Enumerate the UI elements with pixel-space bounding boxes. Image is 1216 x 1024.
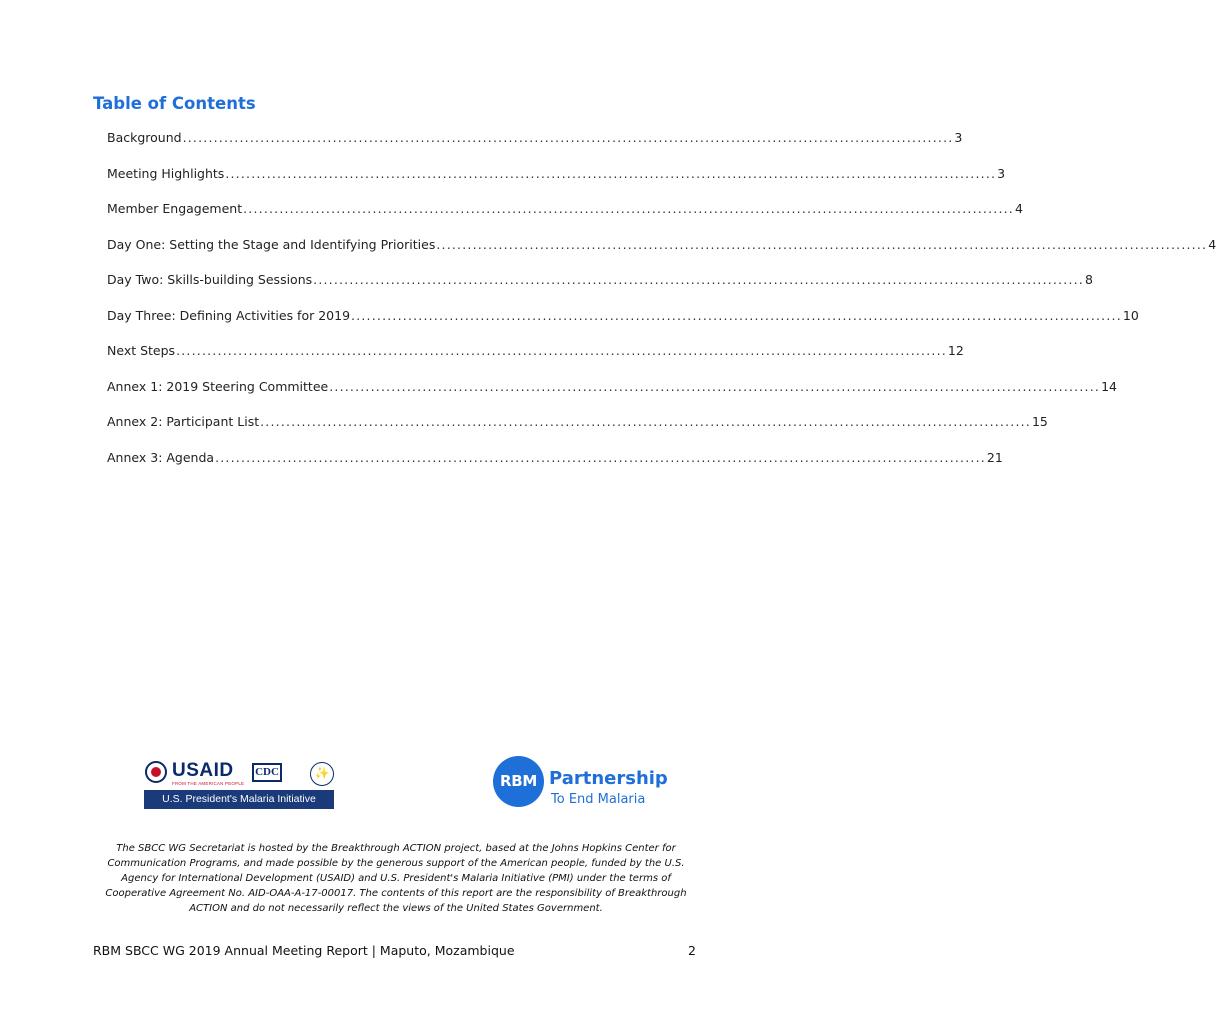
toc-leader: ..................................................................................................................................................... bbox=[225, 165, 997, 181]
toc-entry-page: 8 bbox=[1084, 272, 1093, 287]
toc-entry-title: Day Three: Defining Activities for 2019 bbox=[107, 307, 351, 323]
toc-entry-annex-1[interactable] bbox=[107, 378, 1117, 415]
toc-entry-page: 15 bbox=[1031, 414, 1048, 429]
toc-entry-page: 14 bbox=[1101, 378, 1117, 394]
toc-entry-page: 4 bbox=[1014, 201, 1023, 216]
pmi-banner: U.S. President's Malaria Initiative bbox=[144, 790, 334, 809]
toc-entry-meeting-highlights[interactable] bbox=[107, 165, 1006, 202]
toc-leader: ..................................................................................................................................................... bbox=[215, 449, 986, 465]
toc-leader: ..................................................................................................................................................... bbox=[182, 130, 954, 145]
page-footer-title: RBM SBCC WG 2019 Annual Meeting Report | Maputo, Mozambique bbox=[93, 943, 515, 958]
toc-entry-title: Day Two: Skills-building Sessions bbox=[107, 272, 313, 287]
toc-leader: ..................................................................................................................................................... bbox=[260, 414, 1031, 429]
toc-entry-next-steps[interactable] bbox=[107, 343, 964, 379]
toc-entry-title: Meeting Highlights bbox=[107, 165, 225, 181]
toc-leader: ..................................................................................................................................................... bbox=[176, 343, 947, 358]
toc-entry-annex-2[interactable] bbox=[107, 414, 1048, 450]
rbm-circle-icon: RBM bbox=[493, 756, 544, 807]
usaid-wordmark: USAID bbox=[172, 760, 234, 781]
toc-entry-day-three[interactable] bbox=[107, 307, 1139, 344]
toc-entry-title: Background bbox=[107, 130, 182, 145]
toc-entry-day-two[interactable] bbox=[107, 272, 1093, 308]
toc-leader: ..................................................................................................................................................... bbox=[243, 201, 1014, 216]
rbm-partnership-logo bbox=[493, 756, 673, 812]
toc-entry-annex-3[interactable] bbox=[107, 449, 1003, 486]
toc-entry-background[interactable] bbox=[107, 130, 963, 166]
toc-entry-title: Annex 1: 2019 Steering Committee bbox=[107, 378, 329, 394]
toc-leader: ..................................................................................................................................................... bbox=[351, 307, 1122, 323]
toc-leader: ..................................................................................................................................................... bbox=[313, 272, 1084, 287]
toc-leader: ..................................................................................................................................................... bbox=[329, 378, 1101, 394]
toc-entry-page: 12 bbox=[947, 343, 964, 358]
usaid-seal-icon bbox=[145, 761, 167, 783]
toc-entry-title: Member Engagement bbox=[107, 201, 243, 216]
toc-entry-page: 3 bbox=[954, 130, 963, 145]
toc-entry-page: 10 bbox=[1122, 307, 1139, 323]
toc-entry-page: 4 bbox=[1208, 236, 1216, 252]
rbm-tagline: To End Malaria bbox=[551, 792, 646, 807]
hhs-eagle-icon: ✨ bbox=[310, 762, 334, 786]
toc-entry-member-engagement[interactable] bbox=[107, 201, 1023, 237]
toc-entry-day-one[interactable] bbox=[107, 236, 1216, 273]
toc-heading: Table of Contents bbox=[93, 94, 256, 113]
toc-entry-title: Annex 2: Participant List bbox=[107, 414, 260, 429]
toc-entry-page: 21 bbox=[986, 449, 1003, 465]
page-number: 2 bbox=[688, 943, 696, 958]
toc-leader: ..................................................................................................................................................... bbox=[436, 236, 1208, 252]
toc-entry-title: Next Steps bbox=[107, 343, 176, 358]
funding-disclaimer: The SBCC WG Secretariat is hosted by the Breakthrough ACTION project, based at the Johns Hopkins Center for Communication Programs, and made possible by the generous support of the American people, funded by the U.S. Agency for International Development (USAID) and U.S. President's Malaria Initiative (PMI) under the terms of Cooperative Agreement No. AID-OAA-A-17-00017. The contents of this report are the responsibility of Breakthrough ACTION and do not necessarily reflect the views of the United States Government. bbox=[105, 843, 687, 914]
rbm-wordmark: Partnership bbox=[549, 768, 668, 789]
usaid-tagline: FROM THE AMERICAN PEOPLE bbox=[172, 781, 245, 786]
toc-list bbox=[107, 130, 1216, 485]
toc-entry-page: 3 bbox=[997, 165, 1006, 181]
cdc-logo: CDC bbox=[252, 763, 282, 782]
toc-entry-title: Annex 3: Agenda bbox=[107, 449, 215, 465]
usaid-pmi-logo bbox=[144, 760, 334, 810]
toc-entry-title: Day One: Setting the Stage and Identifying Priorities bbox=[107, 236, 436, 252]
